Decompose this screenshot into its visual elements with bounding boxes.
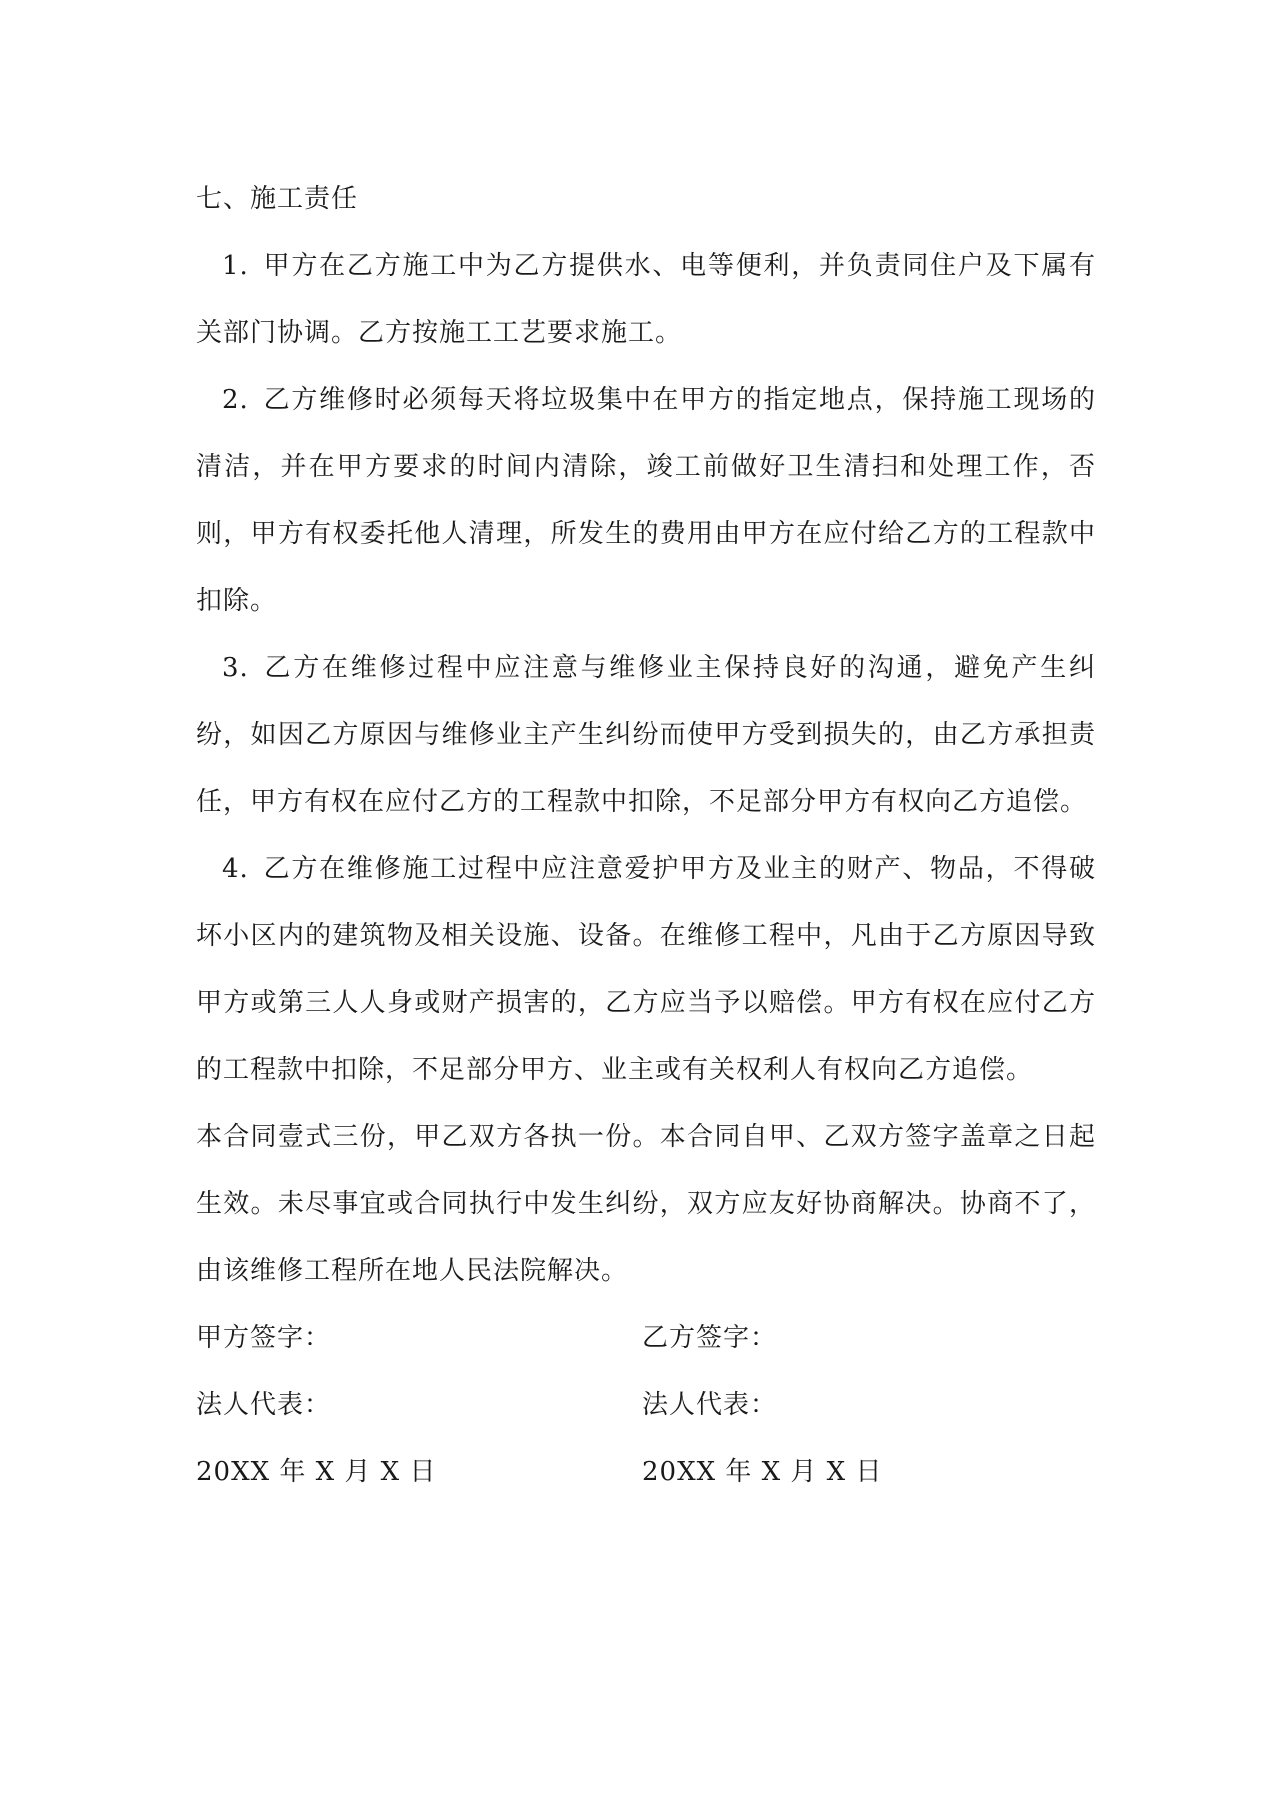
clause-item-1 [196,233,1096,367]
clause-item-4 [196,836,1096,1104]
clause-number: 1. [222,251,249,281]
clause-number: 4. [222,854,249,884]
signature-row [196,1305,1096,1372]
clause-text: 乙方在维修施工过程中应注意爱护甲方及业主的财产、物品，不得破坏小区内的建筑物及相关设施、设备。在维修工程中，凡由于乙方原因导致甲方或第三人人身或财产损害的，乙方应当予以赔偿。甲方有权在应付乙方的工程款中扣除，不足部分甲方、业主或有关权利人有权向乙方追偿。 [196,854,1096,1085]
party-b-representative-label: 法人代表： [642,1390,778,1420]
representative-row [196,1372,1096,1439]
clause-item-2 [196,367,1096,635]
document-body [196,166,1096,1506]
date-row [196,1439,1096,1506]
clause-text: 甲方在乙方施工中为乙方提供水、电等便利，并负责同住户及下属有关部门协调。乙方按施工工艺要求施工。 [196,251,1096,348]
party-a-date: 20XX 年 X 月 X 日 [196,1457,437,1487]
clause-text: 乙方维修时必须每天将垃圾集中在甲方的指定地点，保持施工现场的清洁，并在甲方要求的时间内清除，竣工前做好卫生清扫和处理工作，否则，甲方有权委托他人清理，所发生的费用由甲方在应付给乙方的工程款中扣除。 [196,385,1096,616]
party-b-date: 20XX 年 X 月 X 日 [642,1457,883,1487]
party-a-signature-label: 甲方签字： [196,1323,332,1353]
party-a-representative-label: 法人代表： [196,1390,332,1420]
closing-paragraph: 本合同壹式三份，甲乙双方各执一份。本合同自甲、乙双方签字盖章之日起生效。未尽事宜或合同执行中发生纠纷，双方应友好协商解决。协商不了，由该维修工程所在地人民法院解决。 [196,1122,1096,1286]
clause-number: 3. [222,653,249,683]
clause-text: 乙方在维修过程中应注意与维修业主保持良好的沟通，避免产生纠纷，如因乙方原因与维修业主产生纠纷而使甲方受到损失的，由乙方承担责任，甲方有权在应付乙方的工程款中扣除，不足部分甲方有权向乙方追偿。 [196,653,1096,817]
clause-item-3 [196,635,1096,836]
party-b-signature-label: 乙方签字： [642,1323,778,1353]
clause-number: 2. [222,385,249,415]
section-title: 七、施工责任 [196,184,359,214]
